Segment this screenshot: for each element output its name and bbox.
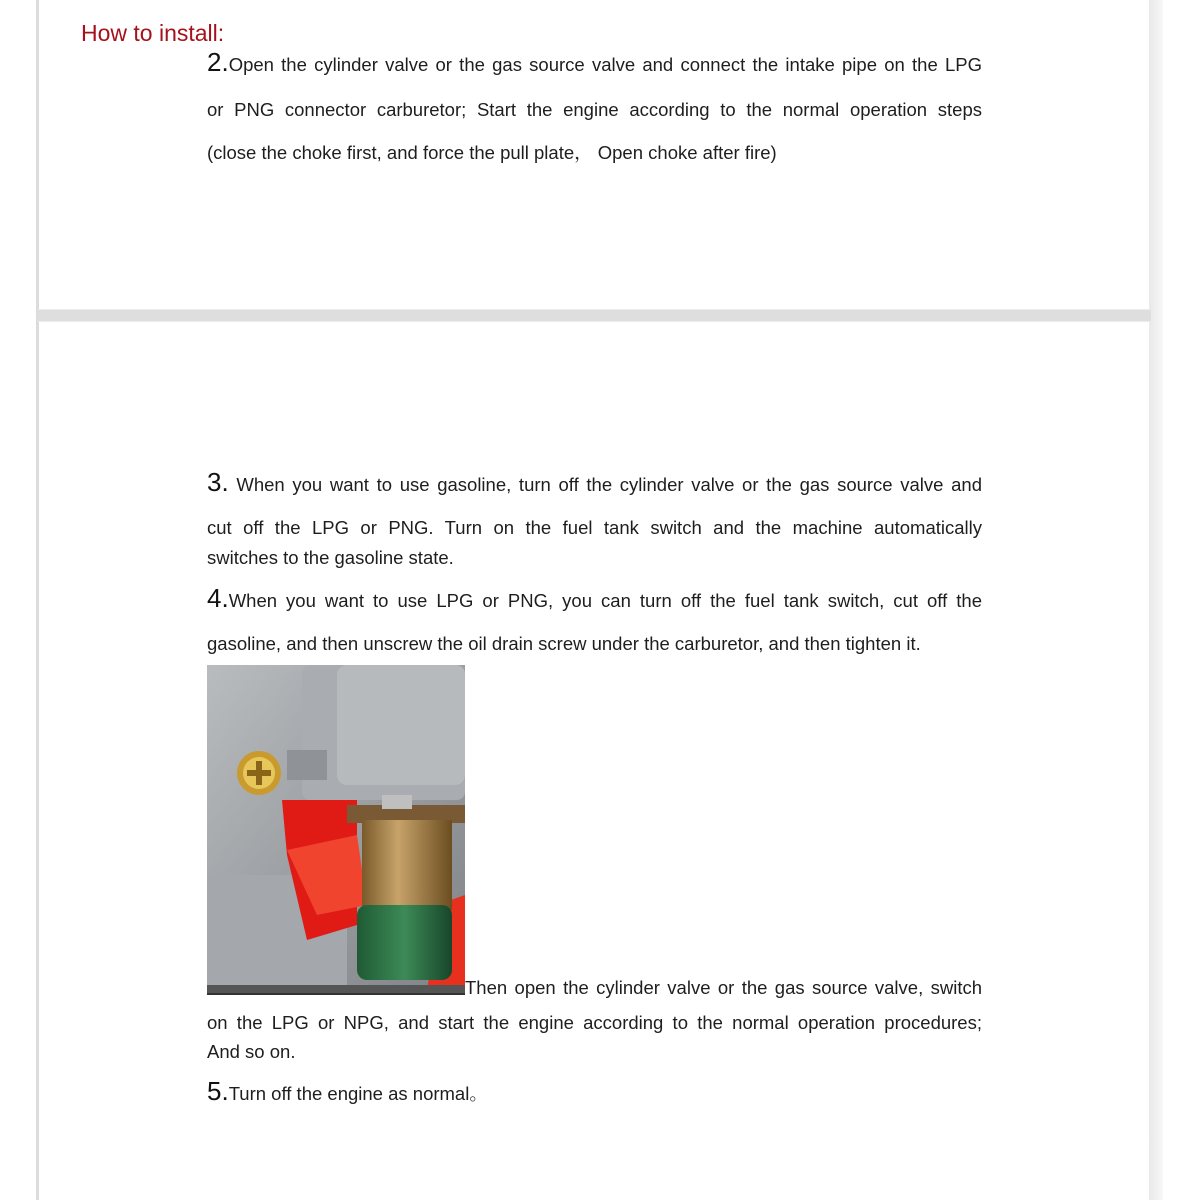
step-2-line-2: or PNG connector carburetor; Start the engine according to the normal operation steps: [207, 99, 982, 120]
step-4-cont-line-3: And so on.: [207, 1041, 296, 1062]
step-4-cont-line-2: on the LPG or NPG, and start the engine according to the normal operation procedures;: [207, 1012, 982, 1033]
step-3-line-3: switches to the gasoline state.: [207, 547, 454, 568]
step-5-line-1: [207, 1076, 982, 1106]
page-left-border: [36, 0, 39, 1200]
step-3-line-1: [207, 467, 982, 497]
page-separator: [38, 309, 1151, 322]
step-text: Turn off the engine as normal。: [228, 1083, 488, 1104]
step-text: When you want to use gasoline, turn off the cylinder valve or the gas source valve and: [228, 474, 982, 495]
step-number: 5.: [207, 1076, 229, 1106]
step-4-line-1: [207, 583, 982, 613]
step-2-line-3: (close the choke first, and force the pull plate， Open choke after fire): [207, 142, 777, 163]
step-4-cont-line-1: Then open the cylinder valve or the gas source valve, switch: [465, 977, 982, 998]
step-number: 3.: [207, 467, 229, 497]
step-2-line-1: [207, 47, 982, 77]
step-text: When you want to use LPG or PNG, you can turn off the fuel tank switch, cut off the: [228, 590, 982, 611]
step-3-line-2: cut off the LPG or PNG. Turn on the fuel tank switch and the machine automatically: [207, 517, 982, 538]
page-right-shadow: [1149, 0, 1163, 1200]
step-5: [207, 1076, 982, 1106]
step-4-line-2: gasoline, and then unscrew the oil drain screw under the carburetor, and then tighten it.: [207, 633, 921, 654]
carburetor-photo: [207, 665, 465, 995]
step-number: 4.: [207, 583, 229, 613]
step-number: 2.: [207, 47, 229, 77]
step-text: Open the cylinder valve or the gas source valve and connect the intake pipe on the LPG: [228, 54, 982, 75]
carburetor-illustration: [207, 665, 465, 993]
section-heading: How to install:: [81, 20, 225, 46]
